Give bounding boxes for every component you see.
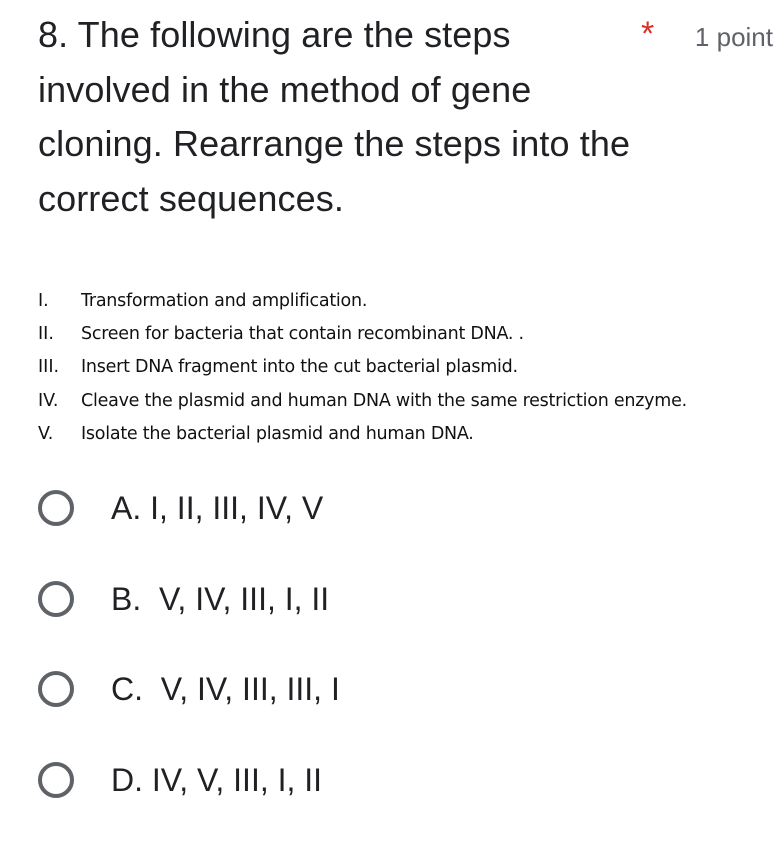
points-label: 1 point — [695, 22, 773, 52]
required-asterisk: * — [641, 14, 654, 54]
step-item — [38, 385, 768, 418]
step-numeral: II. — [38, 318, 54, 351]
question-title: 8. The following are the steps involved in the method of gene cloning. Rearrange the steps into the correct sequences. — [38, 8, 638, 226]
step-item — [38, 318, 768, 351]
option-d[interactable] — [38, 760, 738, 850]
step-numeral: V. — [38, 418, 53, 451]
answer-options — [38, 488, 738, 850]
step-text: Cleave the plasmid and human DNA with the same restriction enzyme. — [81, 385, 687, 418]
step-item — [38, 285, 768, 318]
radio-button[interactable] — [38, 581, 74, 617]
step-item — [38, 418, 768, 451]
question-header — [38, 8, 773, 226]
option-a[interactable] — [38, 488, 738, 579]
option-label[interactable]: C. V, IV, III, III, I — [111, 669, 340, 709]
option-c[interactable] — [38, 669, 738, 760]
option-label[interactable]: B. V, IV, III, I, II — [111, 579, 329, 619]
option-b[interactable] — [38, 579, 738, 670]
radio-button[interactable] — [38, 490, 74, 526]
option-label[interactable]: D. IV, V, III, I, II — [111, 760, 322, 800]
step-text: Transformation and amplification. — [81, 285, 367, 318]
step-text: Screen for bacteria that contain recombinant DNA. . — [81, 318, 524, 351]
steps-list — [38, 285, 768, 451]
radio-button[interactable] — [38, 762, 74, 798]
step-item — [38, 351, 768, 384]
step-text: Isolate the bacterial plasmid and human DNA. — [81, 418, 474, 451]
option-label[interactable]: A. I, II, III, IV, V — [111, 488, 323, 528]
step-numeral: IV. — [38, 385, 58, 418]
step-numeral: I. — [38, 285, 49, 318]
step-numeral: III. — [38, 351, 59, 384]
step-text: Insert DNA fragment into the cut bacterial plasmid. — [81, 351, 518, 384]
radio-button[interactable] — [38, 671, 74, 707]
